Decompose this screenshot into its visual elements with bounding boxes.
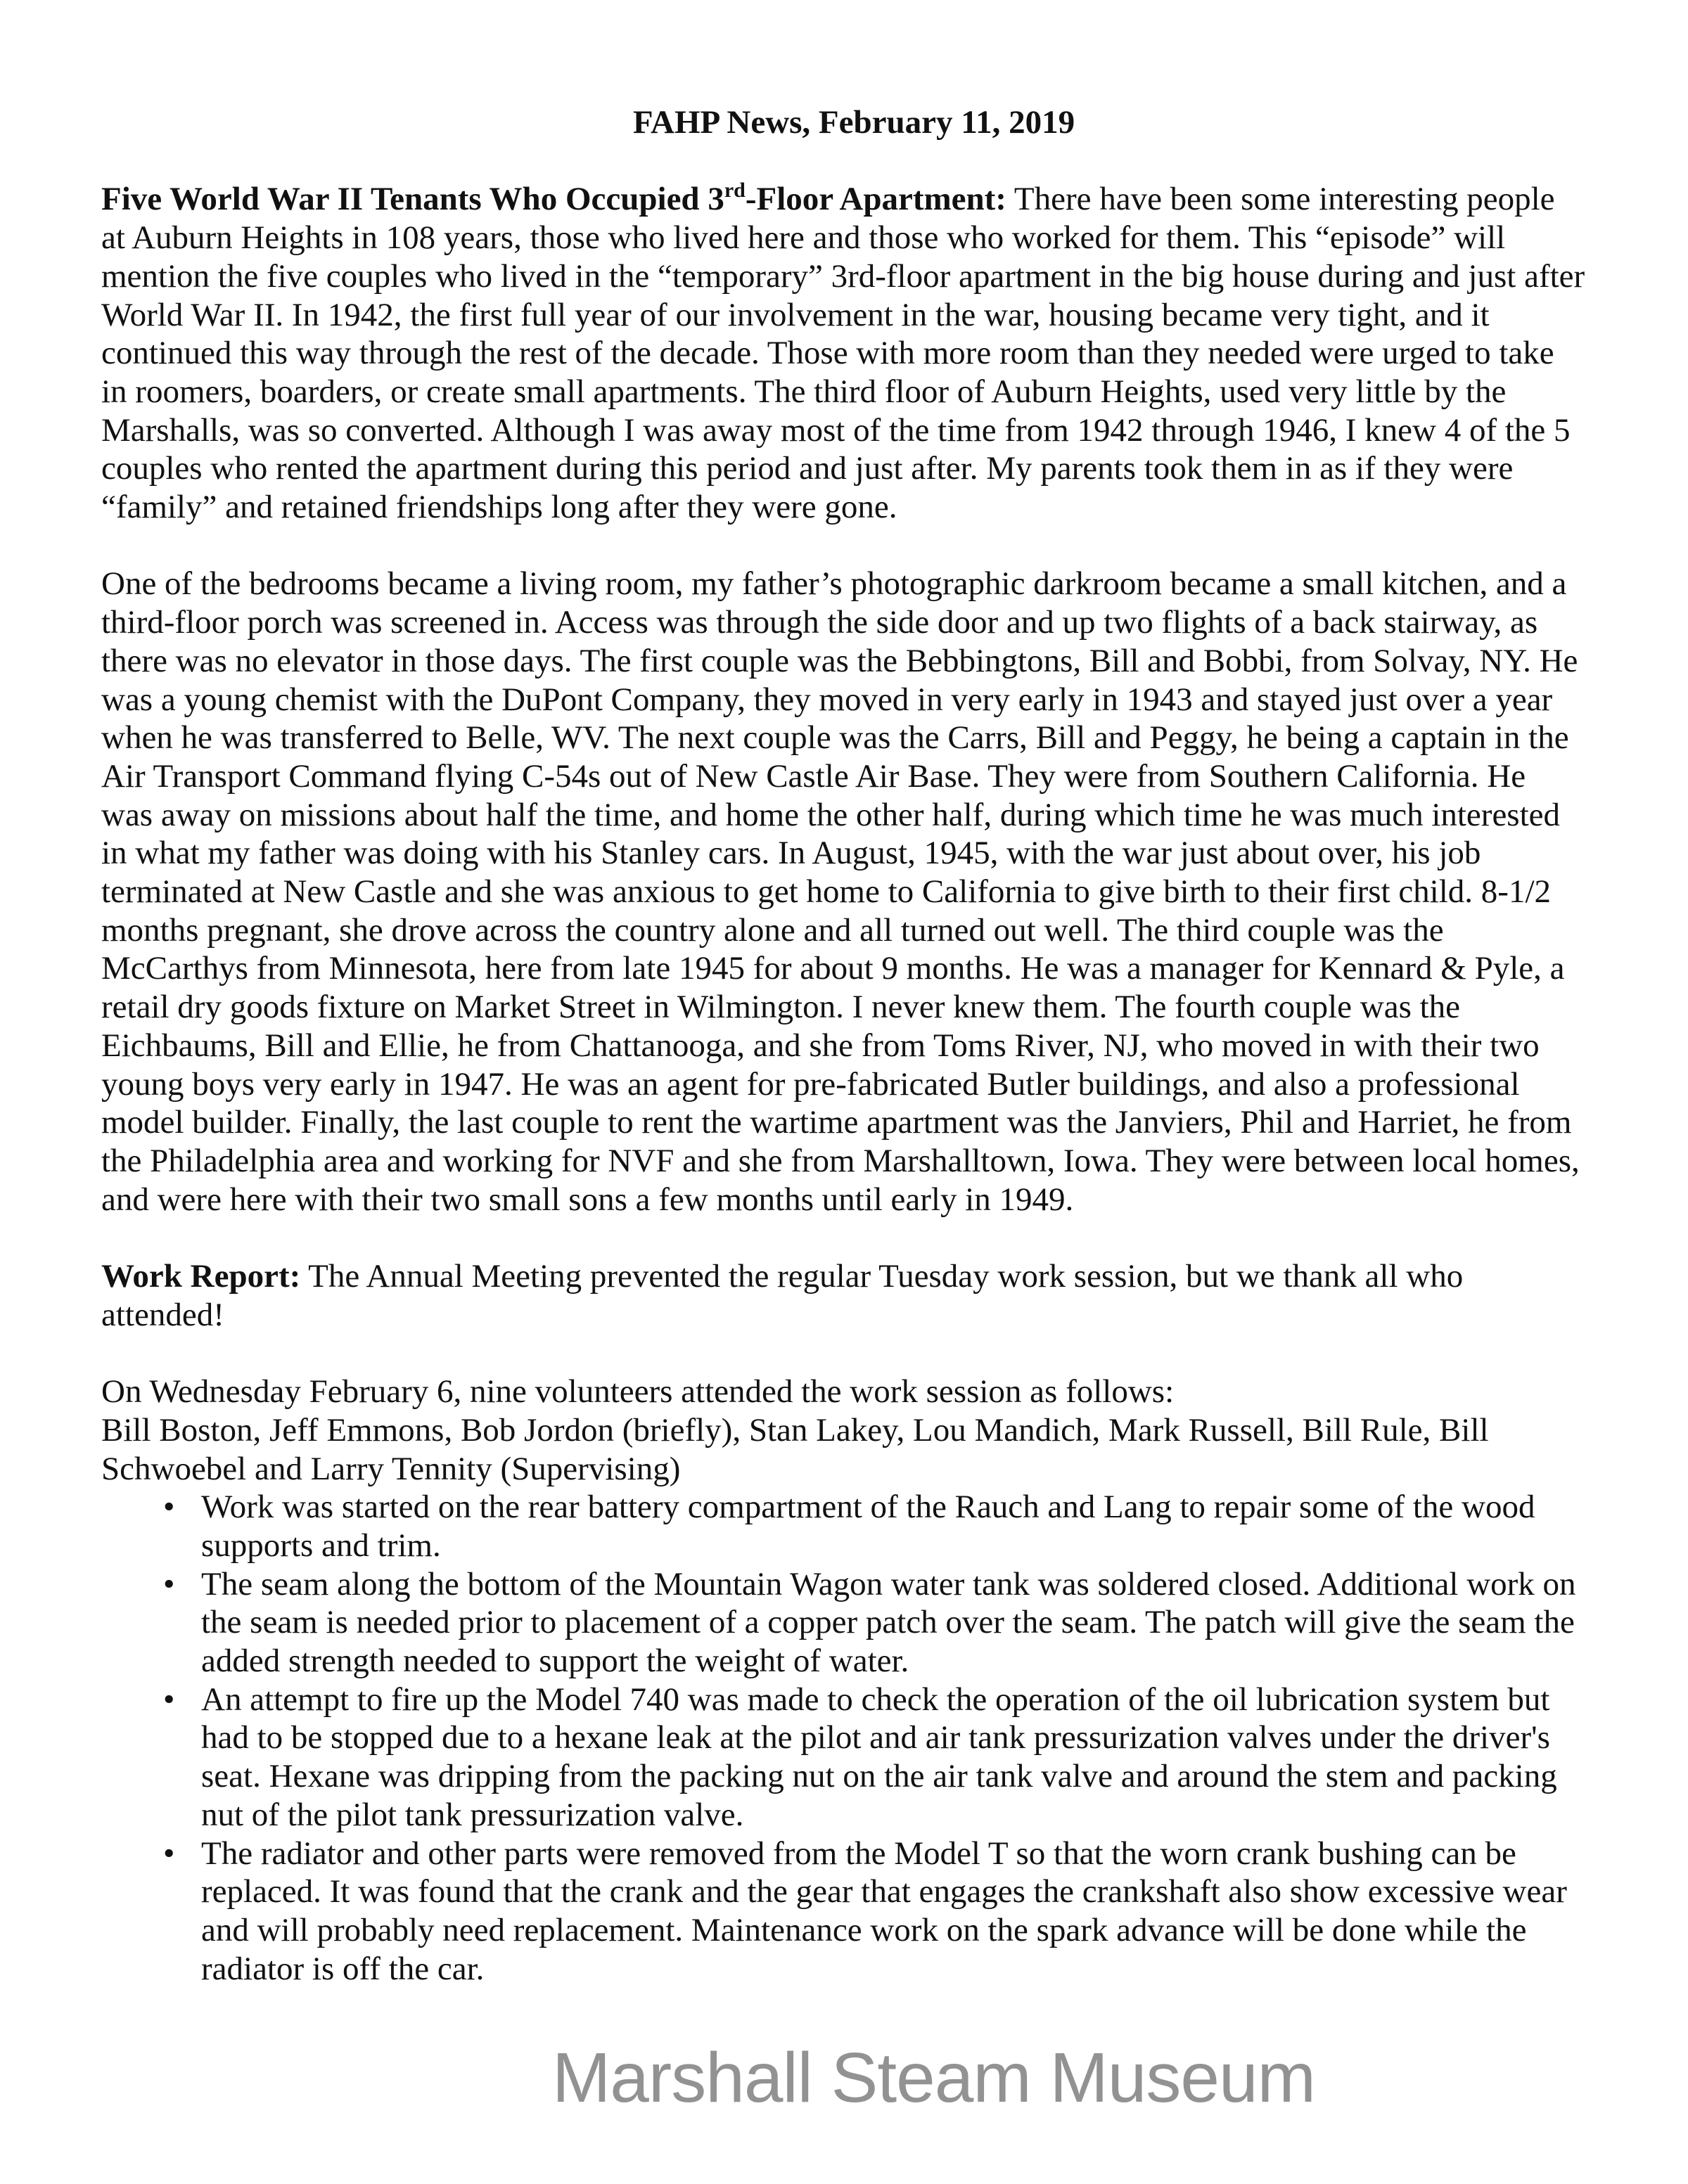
text-line: in roomers, boarders, or create small apartments. The third floor of Auburn Heights, used very little by the <box>101 373 1507 410</box>
heading-text: Five World War II Tenants Who Occupied 3 <box>101 181 724 218</box>
text-line: World War II. In 1942, the first full year of our involvement in the war, housing became very tight, and it <box>101 296 1490 333</box>
tenants-paragraph-2 <box>101 565 1606 1219</box>
text-line: terminated at New Castle and she was anxious to get home to California to give birth to their first child. 8-1/2 <box>101 873 1552 911</box>
text-line: at Auburn Heights in 108 years, those who lived here and those who worked for them. This “episode” will <box>101 219 1506 257</box>
section-first-line <box>101 180 1606 219</box>
bullet-item <box>101 1681 1606 1835</box>
text-line: mention the five couples who lived in the “temporary” 3rd-floor apartment in the big house during and just after <box>101 257 1585 295</box>
text-line: the Philadelphia area and working for NVF and she from Marshalltown, Iowa. They were between local homes, <box>101 1142 1580 1179</box>
text-line: Bill Boston, Jeff Emmons, Bob Jordon (briefly), Stan Lakey, Lou Mandich, Mark Russell, Bill Rule, Bill <box>101 1411 1489 1448</box>
work-report-section <box>101 1257 1606 1334</box>
bullet-item <box>101 1565 1606 1681</box>
bullet-text-line: seat. Hexane was dripping from the packing nut on the air tank valve and around the stem and packing <box>201 1758 1557 1795</box>
bullet-text-line: Work was started on the rear battery compartment of the Rauch and Lang to repair some of the wood <box>201 1489 1535 1526</box>
text-line: Marshalls, was so converted. Although I was away most of the time from 1942 through 1946, I knew 4 of the 5 <box>101 411 1571 449</box>
text-line: young boys very early in 1947. He was an agent for pre-fabricated Butler buildings, and also a professional <box>101 1065 1520 1103</box>
wednesday-paragraph <box>101 1373 1606 1488</box>
paragraph-text: There have been some interesting people <box>1006 181 1555 218</box>
work-bullet-list <box>101 1488 1606 1988</box>
text-line: “family” and retained friendships long after they were gone. <box>101 489 897 526</box>
text-line: third-floor porch was screened in. Access was through the side door and up two flights of a back stairway, as <box>101 604 1538 641</box>
paragraph-text: The Annual Meeting prevented the regular Tuesday work session, but we thank all who <box>300 1258 1464 1295</box>
bullet-text-line: had to be stopped due to a hexane leak at the pilot and air tank pressurization valves under the driver's <box>201 1719 1550 1756</box>
heading-text-end: -Floor Apartment: <box>745 181 1006 218</box>
watermark: Marshall Steam Museum <box>552 2038 1315 2117</box>
text-line: was a young chemist with the DuPont Company, they moved in very early in 1943 and stayed just over a year <box>101 681 1553 718</box>
text-line: Eichbaums, Bill and Ellie, he from Chattanooga, and she from Toms River, NJ, who moved in with their two <box>101 1027 1540 1064</box>
bullet-text-line: An attempt to fire up the Model 740 was made to check the operation of the oil lubrication system but <box>201 1681 1550 1718</box>
bullet-text-line: supports and trim. <box>201 1527 441 1564</box>
text-line: months pregnant, she drove across the country alone and all turned out well. The third couple was the <box>101 911 1444 949</box>
newsletter-title: FAHP News, February 11, 2019 <box>632 104 1075 141</box>
bullet-icon: • <box>163 1489 175 1526</box>
text-line: model builder. Finally, the last couple to rent the wartime apartment was the Janviers, Phil and Harriet, he from <box>101 1104 1572 1141</box>
text-line: On Wednesday February 6, nine volunteers attended the work session as follows: <box>101 1373 1175 1411</box>
text-line: in what my father was doing with his Stanley cars. In August, 1945, with the war just about over, his job <box>101 835 1481 872</box>
text-line: Schwoebel and Larry Tennity (Supervising) <box>101 1450 681 1487</box>
text-line: couples who rented the apartment during this period and just after. My parents took them in as if they were <box>101 450 1514 487</box>
text-line: One of the bedrooms became a living room, my father’s photographic darkroom became a small kitchen, and a <box>101 565 1567 603</box>
text-line: when he was transferred to Belle, WV. The next couple was the Carrs, Bill and Peggy, he being a captain in the <box>101 719 1569 757</box>
text-line: was away on missions about half the time, and home the other half, during which time he was much interested <box>101 796 1561 833</box>
bullet-text-line: and will probably need replacement. Maintenance work on the spark advance will be done while the <box>201 1911 1527 1948</box>
bullet-icon: • <box>163 1681 175 1718</box>
bullet-text-line: The seam along the bottom of the Mountain Wagon water tank was soldered closed. Additional work on <box>201 1565 1576 1602</box>
bullet-icon: • <box>163 1565 175 1602</box>
text-line: continued this way through the rest of the decade. Those with more room than they needed were urged to take <box>101 335 1554 372</box>
bullet-text-line: nut of the pilot tank pressurization valve. <box>201 1796 744 1833</box>
heading-superscript: rd <box>724 179 746 203</box>
section-heading <box>101 181 1006 217</box>
bullet-item <box>101 1835 1606 1989</box>
bullet-text-line: added strength needed to support the weight of water. <box>201 1643 909 1680</box>
text-line: McCarthys from Minnesota, here from late 1945 for about 9 months. He was a manager for Kennard & Pyle, a <box>101 950 1565 987</box>
text-line: attended! <box>101 1296 224 1333</box>
bullet-text-line: The radiator and other parts were removed from the Model T so that the worn crank bushing can be <box>201 1835 1516 1872</box>
bullet-text-line: the seam is needed prior to placement of a copper patch over the seam. The patch will give the seam the <box>201 1604 1575 1641</box>
bullet-text-line: radiator is off the car. <box>201 1950 485 1987</box>
text-line: retail dry goods fixture on Market Street in Wilmington. I never knew them. The fourth couple was the <box>101 989 1461 1026</box>
bullet-icon: • <box>163 1835 175 1872</box>
section-heading: Work Report: <box>101 1258 301 1295</box>
bullet-item <box>101 1488 1606 1565</box>
tenants-section <box>101 180 1606 526</box>
text-line: Air Transport Command flying C-54s out of New Castle Air Base. They were from Southern California. He <box>101 757 1526 795</box>
document-page <box>101 103 1606 1988</box>
text-line: and were here with their two small sons a few months until early in 1949. <box>101 1181 1074 1218</box>
section-first-line <box>101 1257 1606 1296</box>
bullet-text-line: replaced. It was found that the crank and the gear that engages the crankshaft also show excessive wear <box>201 1873 1567 1910</box>
text-line: there was no elevator in those days. The first couple was the Bebbingtons, Bill and Bobbi, from Solvay, NY. He <box>101 642 1578 679</box>
